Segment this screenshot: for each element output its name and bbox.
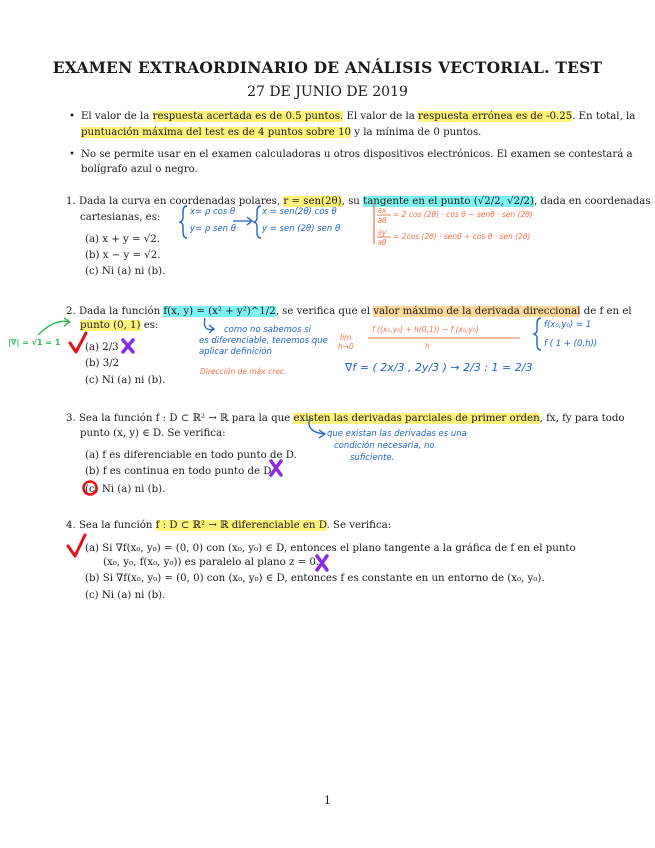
rule-1-line-1: • El valor de la respuesta acertada es de 0.5 puntos. El valor de la respuesta errónea es de -0.25. En total, la xyxy=(81,108,635,125)
q1-statement-line-1: 1. Dada la curva en coordenadas polares, r = sen(2θ), su tangente en el punto (√2/2, √2/2), dada en coordenadas xyxy=(66,196,651,207)
q1-note-dx-expr: = 2 cos (2θ) · cos θ − senθ · sen (2θ) xyxy=(393,210,533,219)
q2-note-r1: f(x₀,y₀) = 1 xyxy=(544,320,592,330)
q2-note-gradient: ∇f = ( 2x/3 , 2y/3 ) → 2/3 : 1 = 2/3 xyxy=(345,361,533,374)
q4-cross-icon xyxy=(317,556,327,570)
q1-note-dy-num: ∂y xyxy=(378,228,387,237)
exam-date: 27 DE JUNIO DE 2019 xyxy=(247,84,408,100)
q1-left-brace-icon xyxy=(180,206,187,238)
q3-statement-line-2: punto (x, y) ∈ D. Se verifica: xyxy=(80,428,226,439)
q4-statement-line-1: 4. Sea la función f : D ⊂ ℝ² → ℝ diferenciable en D. Se verifica: xyxy=(66,520,392,531)
q2-note-r2: f ( 1 + (0,h)) xyxy=(544,339,598,349)
q3-note-2: condición necesaria, no xyxy=(334,441,435,451)
q2-note-2: es diferenciable, tenemos que xyxy=(199,336,328,346)
q1-statement-line-2: cartesianas, es: xyxy=(80,212,161,223)
q2-note-numerator: f ((x₀,y₀) + h(0,1)) − f (x₀,y₀) xyxy=(372,325,479,334)
q1-note-x-polar: x= ρ cos θ xyxy=(190,207,236,217)
q1-right-brace-icon xyxy=(254,206,261,238)
q2-option-c: (c) Ni (a) ni (b). xyxy=(85,375,166,386)
q3-answer-circle-icon xyxy=(84,482,97,495)
rule-2-line-2: bolígrafo azul o negro. xyxy=(81,164,198,175)
exam-title: EXAMEN EXTRAORDINARIO DE ANÁLISIS VECTORIAL. TEST xyxy=(52,58,603,77)
rule-2-line-1: • No se permite usar en el examen calculadoras u otros dispositivos electrónicos. El examen se contestará a xyxy=(81,146,633,163)
q4-option-a-line-1: (a) Si ∇f(x₀, y₀) = (0, 0) con (x₀, y₀) ∈ D, entonces el plano tangente a la gráfica de f en el punto xyxy=(85,543,576,554)
q4-option-c: (c) Ni (a) ni (b). xyxy=(85,590,166,601)
q2-note-3: aplicar definición xyxy=(199,347,272,357)
q3-cross-icon xyxy=(271,461,281,475)
q2-cross-icon xyxy=(123,340,133,352)
q4-option-b: (b) Si ∇f(x₀, y₀) = (0, 0) con (x₀, y₀) ∈ D, entonces f es constante en un entorno de (x₀, y₀). xyxy=(85,573,545,584)
q1-option-c: (c) Ni (a) ni (b). xyxy=(85,266,166,277)
q4-checkmark-icon xyxy=(68,535,85,556)
q2-green-arrow-icon xyxy=(38,318,70,335)
q2-note-direction: Dirección de máx crec. xyxy=(200,367,287,376)
q2-statement-line-2: punto (0, 1) es: xyxy=(80,320,159,331)
q2-option-b: (b) 3/2 xyxy=(85,358,120,369)
q1-option-b: (b) x − y = √2. xyxy=(85,250,161,261)
q2-checkmark-icon xyxy=(70,333,86,352)
q4-option-a-line-2: (x₀, y₀, f(x₀, y₀)) es paralelo al plano z = 0. xyxy=(103,557,320,568)
q2-option-a: (a) 2/3 xyxy=(85,342,119,353)
q1-arrow-icon xyxy=(233,217,252,225)
q1-note-y-param: y = sen (2θ) sen θ xyxy=(262,224,341,234)
q1-note-x-param: x = sen(2θ) cos θ xyxy=(262,207,337,217)
q1-note-dx-num: ∂x xyxy=(378,206,387,215)
rule-1-line-2: puntuación máxima del test es de 4 puntos sobre 10 y la mínima de 0 puntos. xyxy=(81,127,482,138)
q3-note-3: suficiente. xyxy=(350,453,395,463)
q1-option-a: (a) x + y = √2. xyxy=(85,234,160,245)
q2-note-denominator: h xyxy=(425,342,430,351)
q2-right-brace-icon xyxy=(534,318,541,350)
q2-note-lim: lím xyxy=(340,333,352,342)
q3-note-1: que existan las derivadas es una xyxy=(327,429,467,439)
q2-hook-arrow-icon xyxy=(204,318,214,333)
q2-note-h0: h→0 xyxy=(338,342,354,351)
q1-note-y-polar: y= ρ sen θ xyxy=(190,224,236,234)
page-number: 1 xyxy=(324,794,331,807)
q1-note-dy-expr: = 2cos (2θ) · senθ + cos θ · sen (2θ) xyxy=(393,232,531,241)
q2-note-green: |∇| = √1 = 1 xyxy=(8,338,61,347)
q1-note-dx-den: ∂θ xyxy=(378,216,387,225)
q3-option-a: (a) f es diferenciable en todo punto de D. xyxy=(85,450,297,461)
q3-option-b: (b) f es continua en todo punto de D. xyxy=(85,466,275,477)
q3-option-c: (c) Ni (a) ni (b). xyxy=(85,484,166,495)
q1-note-dy-den: ∂θ xyxy=(378,238,387,247)
q3-arrow-icon xyxy=(309,418,325,438)
q3-statement-line-1: 3. Sea la función f : D ⊂ ℝ² → ℝ para la que existen las derivadas parciales de primer orden, fx, fy para todo xyxy=(66,413,625,424)
q2-statement-line-1: 2. Dada la función f(x, y) = (x² + y²)^1/2, se verifica que el valor máximo de la derivada direccional de f en el xyxy=(66,306,632,317)
q2-note-1: como no sabemos si xyxy=(224,325,312,335)
